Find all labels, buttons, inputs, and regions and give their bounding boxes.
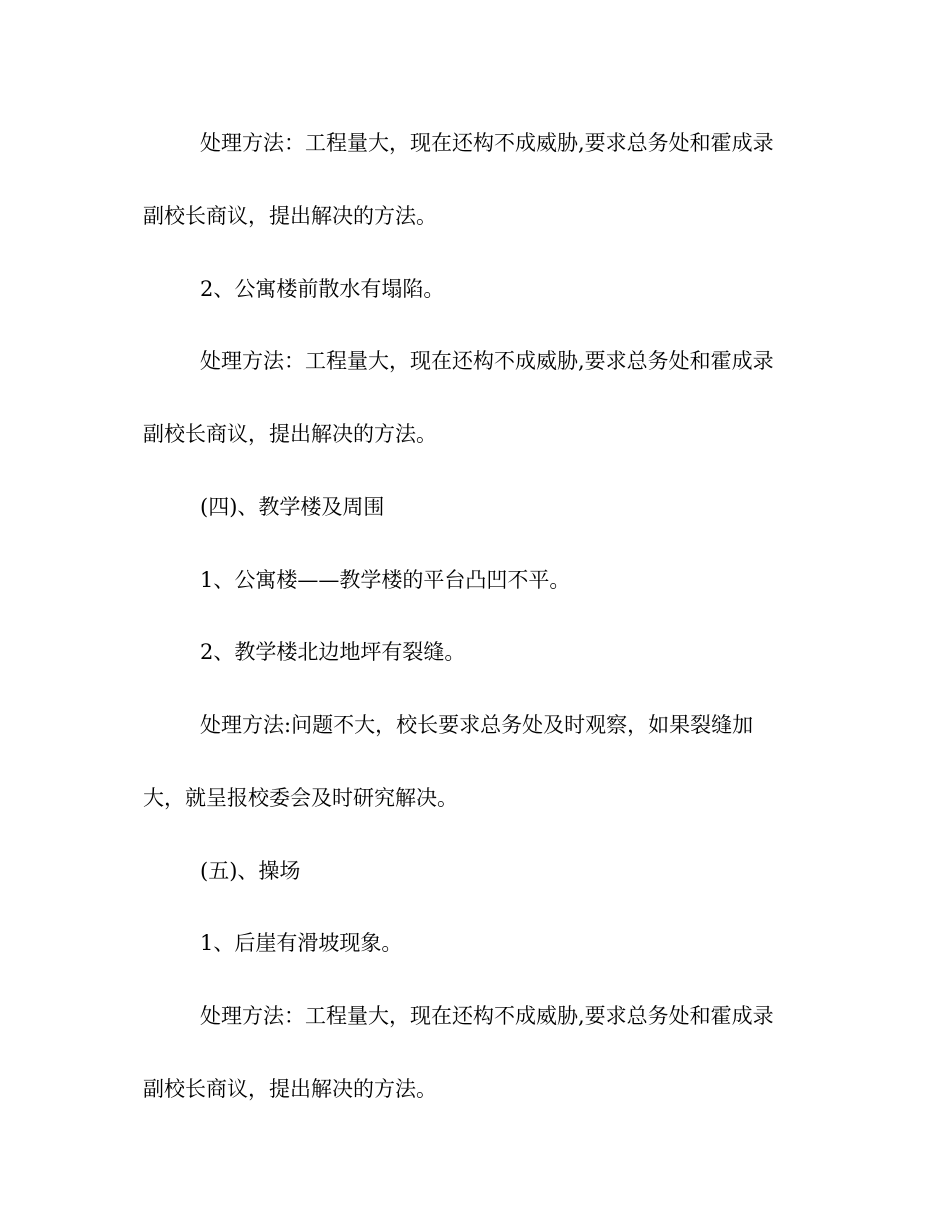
paragraph-line: 大，就呈报校委会及时研究解决。 bbox=[143, 786, 458, 810]
paragraph-line: 副校长商议，提出解决的方法。 bbox=[143, 422, 437, 446]
paragraph-line: 1、后崖有滑坡现象。 bbox=[200, 931, 403, 955]
paragraph-line: 处理方法：工程量大，现在还构不成威胁,要求总务处和霍成录 bbox=[200, 1004, 774, 1028]
paragraph-line: 2、教学楼北边地坪有裂缝。 bbox=[200, 640, 466, 664]
section-heading: (四)、教学楼及周围 bbox=[200, 495, 385, 519]
paragraph-line: 2、公寓楼前散水有塌陷。 bbox=[200, 277, 445, 301]
paragraph-line: 处理方法：工程量大，现在还构不成威胁,要求总务处和霍成录 bbox=[200, 131, 774, 155]
paragraph-line: 处理方法：工程量大，现在还构不成威胁,要求总务处和霍成录 bbox=[200, 349, 774, 373]
paragraph-line: 处理方法:问题不大，校长要求总务处及时观察，如果裂缝加 bbox=[200, 713, 754, 737]
paragraph-line: 1、公寓楼——教学楼的平台凸凹不平。 bbox=[200, 568, 571, 592]
paragraph-line: 副校长商议，提出解决的方法。 bbox=[143, 1077, 437, 1101]
section-heading: (五)、操场 bbox=[200, 859, 301, 883]
paragraph-line: 副校长商议，提出解决的方法。 bbox=[143, 204, 437, 228]
